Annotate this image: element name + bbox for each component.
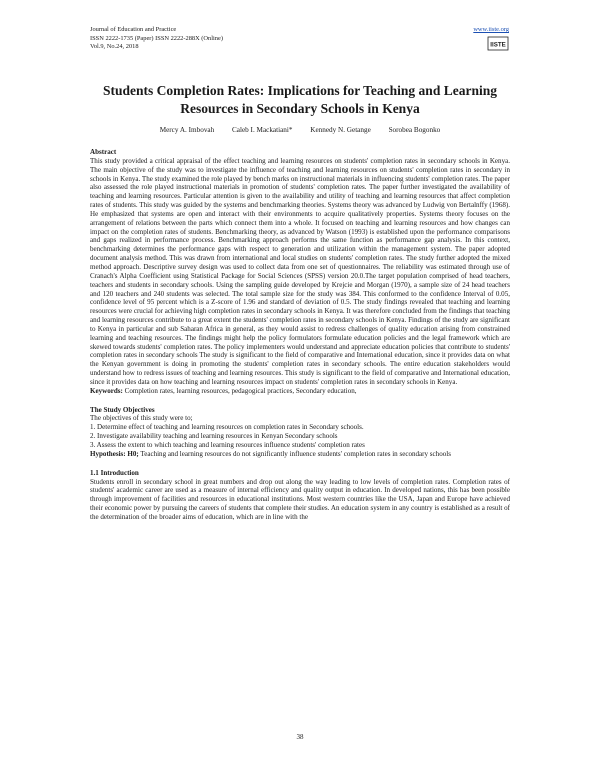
journal-volume: Vol.9, No.24, 2018: [90, 43, 139, 51]
objectives-intro: The objectives of this study were to;: [90, 414, 193, 423]
objective-item: 1. Determine effect of teaching and learning resources on completion rates in Secondary schools.: [90, 423, 364, 432]
keywords-line: [90, 387, 510, 396]
keywords-text: Completion rates, learning resources, pedagogical practices, Secondary education,: [122, 386, 357, 395]
hypothesis-text: Teaching and learning resources do not significantly influence students' completion rates in secondary schools: [138, 449, 451, 458]
author-name: Sorobea Bogonko: [388, 126, 441, 134]
paper-title: Students Completion Rates: Implications for Teaching and Learning Resources in Secondary Schools in Kenya: [103, 83, 497, 116]
objectives-list: [90, 423, 510, 450]
author-name: Mercy A. Imbovah: [159, 126, 215, 134]
website-link[interactable]: www.iiste.org: [473, 26, 509, 33]
abstract-heading: Abstract: [90, 148, 117, 156]
journal-header-right: [449, 26, 509, 51]
objective-item: 2. Investigate availability teaching and learning resources in Kenyan Secondary schools: [90, 432, 338, 441]
keywords-label: Keywords:: [90, 386, 123, 395]
journal-issn: ISSN 2222-1735 (Paper) ISSN 2222-288X (Online): [90, 34, 223, 42]
introduction-heading: 1.1 Introduction: [90, 468, 139, 477]
iiste-logo-icon: [487, 36, 509, 51]
author-name: Kennedy N. Getange: [310, 126, 371, 134]
abstract-text: This study provided a critical appraisal of the effect teaching and learning resources on students' completion rates in secondary schools in Kenya. The main objective of the study was to investigate the influence of teaching and learning resources on students' completion rates in secondary in schools in Kenya. The study examined the role played by bench marks on instructional materials in influencing students' completion rates. The paper also assessed the role played instructional materials in promotion of students' completion rates. The paper further investigated the availability of teaching and learning resources. Particular attention is given to the availability and utility of teaching and learning resources that affect completion rates of students. This study was guided by the systems and benchmarking theories. Systems theory was advanced by Ludwig von Bertalnffy (1968). He emphasized that systems are open and interact with their environments to acquire qualitatively properties. Systems theory focuses on the arrangement of relations between the parts which connect them into a whole. It focused on teaching and learning resources and how changes can impact on the completion rates of students. Benchmarking theory, as advanced by Watson (1993) is established upon the performance comparisons and gaps realized in performance process. Benchmarking approach performs the same function as performance gap analysis. In this context, benchmarking determines the performance gaps with respect to generation and utilization within the management system. The paper adopted document analysis method. This was drawn from international and local studies on students' completion rates. The study further adopted the mixed method approach. Descriptive survey design was used to collect data from one set of questionnaires. The reliability was estimated through use of Cranach's Alpha Coefficient using Statistical Package for Social Sciences (SPSS) version 20.0.The target population comprised of head teachers, teachers and students in secondary schools. Using the sampling guide developed by Krejcie and Morgan (1970), a sample size of 24 head teachers and 120 teachers and 240 students was selected. The total sample size for the study was 384. This conformed to the confidence Interval of 0.05, confidence level of 95 percent which is a Z-score of 1.96 and standard of deviation of 0.5. The study findings revealed that teaching and learning resources were crucial for achieving high completion rates in secondary schools in Kenya. It was therefore concluded from the findings that teaching and learning resources contribute to a great extent the students' completion rates in secondary schools in Kenya. Findings of the study are significant to Kenya in particular and sub Saharan Africa in general, as they would assist to redress challenges of quality education arising from constrained learning and teaching resources. The findings might help the policy formulators formulate education policies and the legal framework which are skewed towards students' completion rates. The policy implementers would understand and appreciate education policies that contribute to students' completion rates in secondary schools The study is significant to the field of comparative and International education, since it provides data on what the Kenyan government is doing in promoting the students' completion rates in secondary schools. The entire education stakeholders would understand how to redress issues of teaching and learning resources. This study is significant to the field of comparative and International education, since it provides data on how teaching and learning resources impact on students' completion rates in secondary schools in Kenya.: [90, 156, 510, 386]
author-name: Caleb I. Mackatiani*: [232, 126, 293, 134]
journal-header: [90, 26, 223, 52]
journal-name: Journal of Education and Practice: [90, 26, 177, 33]
page-number: 38: [296, 733, 304, 741]
paper-body: [90, 148, 510, 522]
introduction-text: Students enroll in secondary school in great numbers and drop out along the way leading to low levels of completion rates. Completion rates of students' academic career are used as a measure of internal efficiency and quality output in education. In developed nations, this has been possible through improvement of facilities and resources in educational institutions. Most western countries like the USA, Japan and Europe have achieved their economic power by pursuing the careers of students that complete their studies. An education system in any country is established as a result of the determination of the broader aims of education, which are in line with the: [90, 477, 510, 521]
svg-text:IISTE: IISTE: [490, 41, 506, 49]
hypothesis-label: Hypothesis: H0;: [90, 449, 139, 458]
objective-item: 3. Assess the extent to which teaching and learning resources influence students' completion rates: [90, 441, 365, 449]
author-list: [90, 126, 510, 134]
hypothesis-line: [90, 450, 510, 459]
objectives-heading: The Study Objectives: [90, 405, 155, 414]
